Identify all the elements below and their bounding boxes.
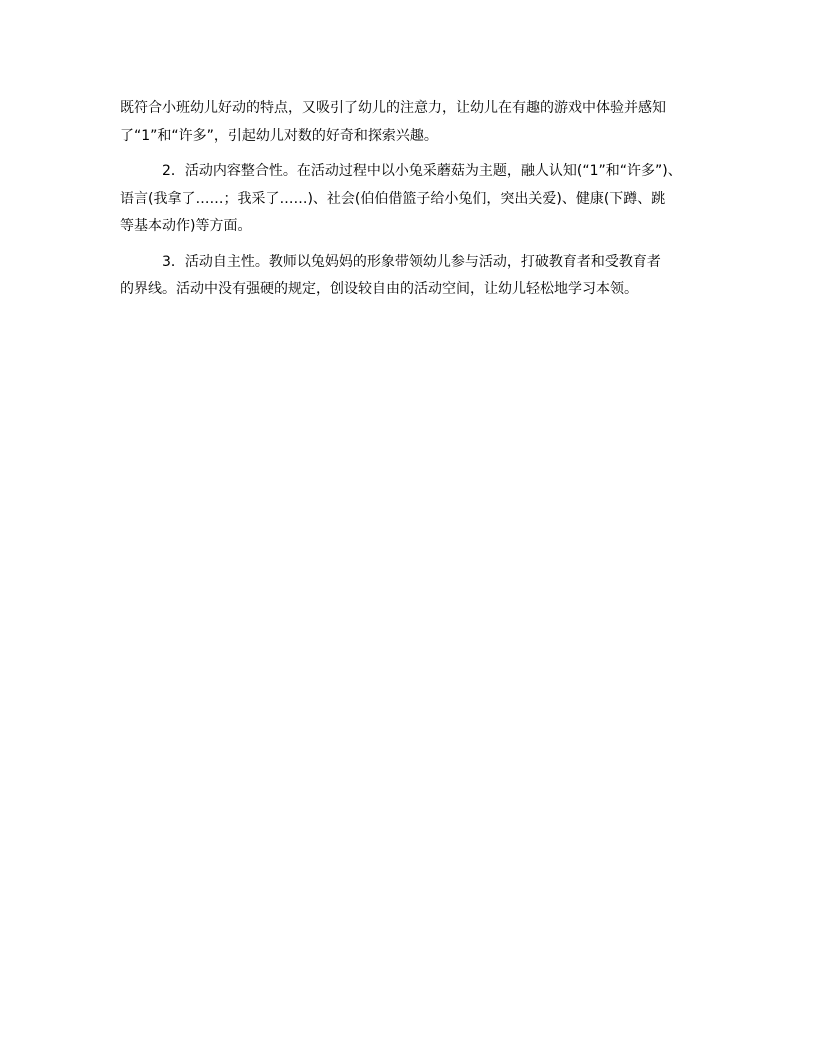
text-line: 2．活动内容整合性。在活动过程中以小兔采蘑菇为主题，融人认知(“1”和“许多”)、 bbox=[162, 163, 682, 179]
text-line: 3．活动自主性。教师以兔妈妈的形象带领幼儿参与活动，打破教育者和受教育者 bbox=[162, 253, 661, 270]
text-line: 既符合小班幼儿好动的特点，又吸引了幼儿的注意力，让幼儿在有趣的游戏中体验并感知 bbox=[120, 100, 666, 116]
text-line: 了“1”和“许多”，引起幼儿对数的好奇和探索兴趣。 bbox=[120, 127, 438, 144]
text-line: 等基本动作)等方面。 bbox=[120, 218, 252, 234]
paragraph-continuation bbox=[120, 95, 700, 150]
paragraph-autonomy bbox=[120, 249, 700, 304]
document-body bbox=[120, 95, 700, 304]
paragraph-content-integration bbox=[120, 158, 700, 241]
text-line: 语言(我拿了……；我采了……)、社会(伯伯借篮子给小兔们，突出关爱)、健康(下蹲、跳 bbox=[120, 190, 666, 207]
text-line: 的界线。活动中没有强硬的规定，创设较自由的活动空间，让幼儿轻松地学习本领。 bbox=[120, 281, 638, 297]
